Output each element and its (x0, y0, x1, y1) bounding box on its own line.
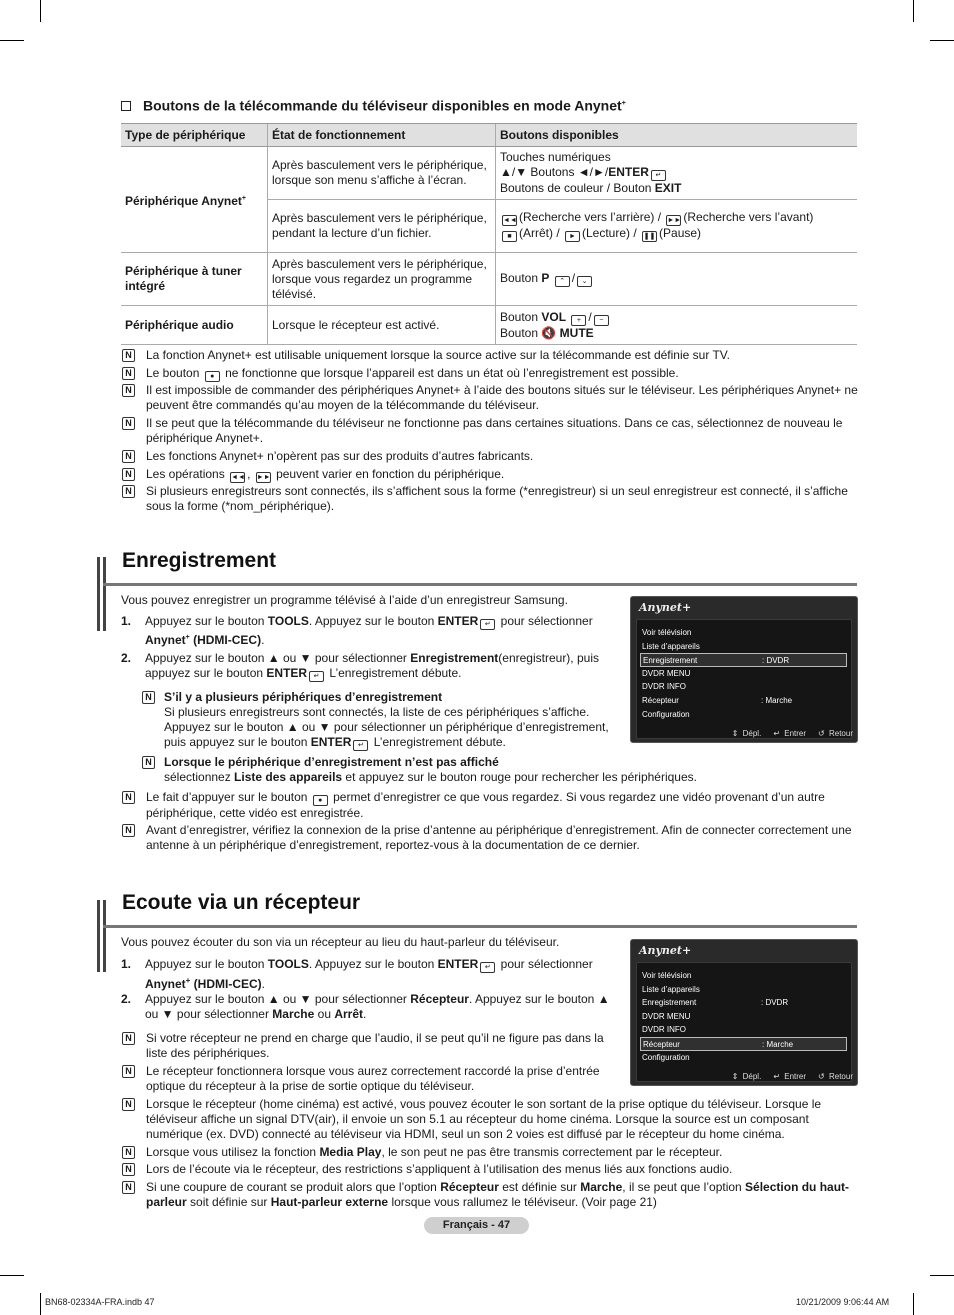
crop-mark (930, 1275, 954, 1276)
step-text-part: Arrêt (334, 1007, 364, 1021)
sub-note-title: Lorsque le périphérique d’enregistrement n’est pas affiché (164, 755, 499, 769)
section-title-text: Boutons de la télécommande du téléviseur disponibles en mode Anynet (143, 97, 622, 114)
cell-text: Bouton (500, 271, 542, 285)
step-number: 1. (121, 614, 132, 628)
note-icon: N (122, 485, 135, 498)
menu-item-label: Configuration (642, 1053, 690, 1062)
enter-icon: ↵ (773, 1072, 781, 1081)
note-text (146, 1180, 858, 1210)
menu-footer-label: Retour (828, 1072, 853, 1081)
note-text-part: est définie sur (498, 1180, 581, 1194)
note (122, 467, 858, 483)
note-text-part: permet d’enregistrer ce que vous regardez. Si vous regardez une vidéo provenant d’un autre périphérique, cette vidéo est enregistrée. (146, 790, 825, 820)
menu-item-label: DVDR MENU (642, 669, 691, 678)
step-text-part: Anynet (145, 977, 186, 991)
sub-note-part: Si plusieurs enregistreurs sont connectés, la liste de ces périphériques s’affiche. Appuyez sur le bouton ▲ ou ▼ pour sélectionner un périphérique d’enregistrement, puis appuyez sur le bouton (164, 705, 609, 749)
note-icon: N (122, 791, 135, 804)
note (122, 484, 858, 514)
table-header: Boutons disponibles (496, 124, 858, 147)
note-icon: N (122, 450, 135, 463)
menu-item-label: Voir télévision (642, 971, 692, 980)
menu-item-label: Récepteur (642, 696, 679, 705)
file-name: BN68-02334A-FRA.indb 47 (45, 1297, 155, 1307)
anynet-menu-screenshot (630, 939, 858, 1086)
table-header-row (121, 124, 857, 147)
superscript: + (621, 100, 626, 107)
checkbox-square-icon (121, 101, 131, 111)
menu-item (640, 969, 847, 981)
step-text-part: Appuyez sur le bouton (145, 957, 268, 971)
cell-text: (Arrêt) / (519, 226, 563, 240)
enter-icon: ↵ (651, 170, 666, 181)
buttons-table (121, 123, 857, 345)
enter-icon: ↵ (480, 962, 495, 973)
step-text-part: ENTER (437, 957, 479, 971)
table-cell: Périphérique à tuner intégré (121, 253, 268, 306)
sub-note (142, 690, 622, 751)
note (122, 1031, 612, 1061)
note (122, 1145, 858, 1160)
note (122, 1064, 612, 1094)
note-text: Le récepteur fonctionnera lorsque vous aurez correctement raccordé la prise d’entrée optique du récepteur à la prise de sortie optique du téléviseur. (146, 1064, 600, 1093)
section-bar (97, 557, 100, 631)
step-text-part: (enregistreur), puis appuyez sur le bouton (145, 651, 599, 680)
step-text-part: (HDMI-CEC) (189, 633, 262, 647)
step-text-part: L’enregistrement débute. (326, 666, 462, 680)
crop-mark (0, 1275, 24, 1276)
sub-note-text (164, 755, 857, 785)
sub-note-part: sélectionnez (164, 770, 235, 784)
note-text-part: lorsque vous rallumez le téléviseur. (Voir page 21) (388, 1195, 657, 1209)
cell-line (500, 226, 853, 242)
menu-panel (636, 619, 852, 739)
menu-item-label: Liste d’appareils (642, 985, 700, 994)
note-icon: N (122, 417, 135, 430)
menu-footer (720, 1070, 853, 1083)
cell-text: Périphérique Anynet (125, 193, 242, 208)
menu-footer-label: Retour (828, 729, 853, 738)
step-text-part: pour sélectionner (497, 957, 593, 971)
menu-footer-label: Dépl. (742, 1072, 762, 1081)
note-text: La fonction Anynet+ est utilisable uniquement lorsque la source active sur la télécommande est définie sur TV. (146, 348, 731, 362)
step (121, 651, 611, 682)
superscript: + (241, 194, 247, 202)
crop-mark (913, 0, 914, 22)
step-text: Appuyez sur le bouton ▲ ou ▼ pour sélectionner Récepteur. Appuyez sur le bouton ▲ ou ▼ pour sélectionner Marche ou Arrêt. (145, 992, 610, 1021)
cell-text: (Recherche vers l’avant) (683, 210, 814, 224)
note-text: Les opérations ◄◄ , ►► peuvent varier en fonction du périphérique. (146, 467, 505, 481)
menu-item (640, 708, 847, 720)
note-text: Il est impossible de commander des périphériques Anynet+ à l’aide des boutons situés sur le téléviseur. Les périphériques Anynet+ ne peuvent être commandés qu’au moyen de la télécommande du téléviseur. (146, 383, 858, 412)
note-text: Lorsque le récepteur (home cinéma) est activé, vous pouvez écouter le son sortant de la prise optique du téléviseur. Lorsque le téléviseur affiche un signal DTV(air), il envoie un son 5.1 au récepteur du home cinéma. Lorsque la source est un composant numérique (ex. DVD) connecté au téléviseur via HDMI, seul un son 2 voies est diffusé par le récepteur du home cinéma. (146, 1097, 822, 1141)
note-icon: N (142, 756, 155, 769)
step-text-part: ENTER (266, 666, 308, 680)
step-text (145, 651, 611, 682)
menu-item (640, 626, 847, 638)
step-text: Appuyez sur le bouton TOOLS. Appuyez sur le bouton ENTER ↵ pour sélectionner Anynet+ (HDMI-CEC). (145, 614, 593, 647)
note (122, 416, 858, 446)
menu-item-selected (640, 653, 847, 667)
note-icon: N (122, 367, 135, 380)
menu-item-label: Enregistrement (643, 656, 698, 665)
crop-mark (930, 40, 954, 41)
table-row (121, 253, 857, 306)
note-icon: N (122, 349, 135, 362)
cell-text: MUTE (559, 325, 594, 340)
crop-mark (40, 0, 41, 22)
note-icon: N (122, 1181, 135, 1194)
section-bar (103, 900, 106, 972)
note-text-part: Le fait d’appuyer sur le bouton (146, 790, 311, 804)
section-heading: Enregistrement (122, 549, 277, 572)
step-text-part: (HDMI-CEC) (190, 977, 262, 991)
note (122, 383, 858, 413)
move-icon: ⇕ (731, 729, 739, 738)
cell-line (500, 326, 853, 341)
cell-text: ENTER (608, 165, 649, 179)
note-text: Les fonctions Anynet+ n’opèrent pas sur des produits d’autres fabricants. (146, 449, 534, 463)
enter-icon: ↵ (480, 619, 495, 630)
note-text: Lors de l’écoute via le récepteur, des restrictions s’appliquent à l’utilisation des menus liés aux fonctions audio. (146, 1162, 733, 1176)
step-text-part: Récepteur (410, 992, 469, 1006)
cell-text: Boutons de couleur / Bouton (500, 181, 655, 195)
menu-item-value: : Marche (761, 696, 793, 705)
sub-note-part: et appuyez sur le bouton rouge pour rechercher les périphériques. (342, 770, 697, 784)
note-text-part: Les opérations (146, 467, 229, 481)
note-text-part: Récepteur (440, 1180, 499, 1194)
note-icon: N (122, 1098, 135, 1111)
anynet-menu-screenshot (630, 596, 858, 743)
note-text-part: Lorsque vous utilisez la fonction (146, 1145, 320, 1159)
note-text (146, 790, 858, 821)
menu-item-value: : Marche (762, 1040, 794, 1049)
section-title (121, 96, 626, 114)
note-icon: N (122, 1163, 135, 1176)
table-cell: Lorsque le récepteur est activé. (268, 306, 496, 345)
menu-footer-label: Entrer (784, 1072, 807, 1081)
intro-text: Vous pouvez enregistrer un programme télévisé à l’aide d’un enregistreur Samsung. (121, 593, 568, 607)
enter-icon: ↵ (773, 729, 781, 738)
sub-note-part: L’enregistrement débute. (370, 735, 506, 749)
step-text-part: TOOLS (267, 614, 309, 628)
cell-text: P (541, 271, 550, 285)
sub-note-part: Liste des appareils (234, 770, 343, 784)
menu-item (640, 694, 847, 706)
volume-down-icon: − (594, 315, 609, 326)
note-text (146, 366, 858, 382)
anynet-logo: Anynet+ (639, 601, 692, 614)
cell-line (500, 181, 853, 196)
sub-note-text (164, 690, 622, 751)
note-text: Si votre récepteur ne prend en charge que l’audio, il se peut qu’il ne figure pas dans la liste des périphériques. (146, 1031, 604, 1060)
note-text-part: , le son peut ne pas être transmis correctement par le récepteur. (381, 1145, 723, 1159)
cell-text: (Pause) (659, 226, 702, 240)
step-number: 2. (121, 651, 132, 665)
menu-item-label: DVDR INFO (642, 682, 686, 691)
menu-item-label: Récepteur (643, 1040, 680, 1049)
menu-panel (636, 962, 852, 1082)
note-text-part: Si une coupure de courant se produit alors que l’option (146, 1180, 441, 1194)
sub-note-part: ENTER (310, 735, 352, 749)
note-icon: N (122, 384, 135, 397)
menu-item (640, 640, 847, 652)
step-text-part: TOOLS (267, 957, 309, 971)
fast-forward-icon: ►► (667, 217, 682, 224)
note (122, 366, 858, 382)
note (122, 1162, 858, 1177)
mute-icon: 🔇 (541, 325, 557, 340)
note-text-part: Media Play (319, 1145, 382, 1159)
return-icon: ↺ (818, 729, 825, 738)
step (121, 992, 611, 1022)
menu-item (640, 983, 847, 995)
menu-item-label: Configuration (642, 710, 690, 719)
sub-note (142, 755, 857, 785)
note-text-part: Marche (580, 1180, 623, 1194)
note (122, 823, 858, 853)
cell-line: Bouton VOL + / − (500, 310, 853, 326)
step-text-part: . Appuyez sur le bouton (308, 614, 438, 628)
menu-item (640, 680, 847, 692)
channel-down-icon: ⌄ (577, 276, 592, 287)
note-icon: N (122, 1032, 135, 1045)
menu-item (640, 1023, 847, 1035)
step-text-part: . Appuyez sur le bouton ▲ ou ▼ pour sélectionner (145, 992, 610, 1021)
note-icon: N (122, 824, 135, 837)
note-text-part: Le bouton (146, 366, 203, 380)
note-text-part: , il se peut que l’option (622, 1180, 746, 1194)
table-cell (496, 200, 858, 253)
menu-item-label: Voir télévision (642, 628, 692, 637)
note-text: Il se peut que la télécommande du téléviseur ne fonctionne pas dans certaines situations. Dans ce cas, sélectionnez de nouveau le périphérique Anynet+. (146, 416, 843, 445)
table-row (121, 147, 857, 200)
intro-text: Vous pouvez écouter du son via un récepteur au lieu du haut-parleur du téléviseur. (121, 935, 560, 949)
table-cell: Après basculement vers le périphérique, lorsque son menu s’affiche à l’écran. (268, 147, 496, 200)
rewind-icon: ◄◄ (503, 217, 517, 224)
note-text (146, 1145, 858, 1160)
menu-footer-label: Dépl. (742, 729, 762, 738)
section-bar (103, 557, 106, 631)
note-icon: N (122, 468, 135, 481)
superscript: + (185, 976, 191, 985)
enter-icon: ↵ (353, 740, 368, 751)
table-cell: Après basculement vers le périphérique, pendant la lecture d’un fichier. (268, 200, 496, 253)
crop-mark (0, 40, 24, 41)
step-text-part: Marche (272, 1007, 315, 1021)
step-text-part: ENTER (437, 614, 479, 628)
step-text-part: pour sélectionner (497, 614, 593, 628)
menu-item (640, 1010, 847, 1022)
page-number: Français - 47 (424, 1217, 529, 1234)
cell-text: Bouton (500, 325, 542, 340)
section-divider (103, 925, 857, 928)
note (122, 348, 858, 363)
note-text-part: peuvent varier en fonction du périphérique. (276, 467, 505, 481)
note-text: Si plusieurs enregistreurs sont connectés, ils s’affichent sous la forme (*enregistreur) si un seul enregistreur est connecté, il s’affiche sous la forme (*nom_périphérique). (146, 484, 848, 513)
step-text-part: Appuyez sur le bouton (145, 614, 268, 628)
cell-text: (Lecture) / (582, 226, 641, 240)
crop-mark (40, 1293, 41, 1315)
step-text-part: Enregistrement (410, 651, 499, 665)
table-header: État de fonctionnement (268, 124, 496, 147)
section-bar (97, 900, 100, 972)
pause-icon: ❚❚ (643, 233, 656, 240)
crop-mark (913, 1293, 914, 1315)
menu-item (640, 996, 847, 1008)
step (121, 614, 611, 648)
note-icon: N (142, 691, 155, 704)
menu-item (640, 1051, 847, 1063)
step (121, 957, 611, 992)
menu-item-label: DVDR INFO (642, 1025, 686, 1034)
menu-item-selected (640, 1037, 847, 1051)
menu-item-label: Liste d’appareils (642, 642, 700, 651)
note (122, 790, 858, 821)
table-cell: Après basculement vers le périphérique, lorsque vous regardez un programme télévisé. (268, 253, 496, 306)
menu-item-value: : DVDR (762, 656, 790, 665)
step-number: 1. (121, 957, 132, 971)
table-cell (496, 306, 858, 345)
print-date: 10/21/2009 9:06:44 AM (796, 1297, 890, 1307)
menu-footer-label: Entrer (784, 729, 807, 738)
note (122, 449, 858, 464)
step-text: Appuyez sur le bouton TOOLS. Appuyez sur le bouton ENTER ↵ pour sélectionner Anynet+ (HDMI-CEC). (145, 957, 593, 991)
note-text-part: Haut-parleur externe (270, 1195, 389, 1209)
step-text-part: Anynet (145, 633, 186, 647)
menu-item-label: Enregistrement (642, 998, 697, 1007)
superscript: + (185, 634, 190, 641)
menu-footer (720, 727, 853, 740)
table-cell: Bouton P ⌃ / ⌄ (496, 253, 858, 306)
table-header: Type de périphérique (121, 124, 268, 147)
note (122, 1097, 858, 1142)
note-text-part: soit définie sur (186, 1195, 271, 1209)
cell-text: (Recherche vers l’arrière) / (519, 210, 665, 224)
volume-up-icon: + (571, 315, 586, 326)
cell-text: VOL (541, 309, 567, 324)
note-text-part: Sélection du haut-parleur (146, 1180, 850, 1209)
step-number: 2. (121, 992, 132, 1006)
note-icon: N (122, 1146, 135, 1159)
table-row (121, 306, 857, 345)
step-text-part: Appuyez sur le bouton ▲ ou ▼ pour sélectionner (145, 992, 411, 1006)
stop-icon: ■ (502, 231, 517, 242)
enter-icon: ↵ (309, 671, 324, 682)
step-text-part: . Appuyez sur le bouton (308, 957, 438, 971)
section-divider (103, 583, 857, 586)
move-icon: ⇕ (731, 1072, 739, 1081)
step-text-part: ou (314, 1007, 335, 1021)
sub-note-title: S’il y a plusieurs périphériques d’enregistrement (164, 690, 443, 704)
menu-item-label: DVDR MENU (642, 1012, 691, 1021)
cell-line: Touches numériques (500, 150, 611, 164)
note-text: Avant d’enregistrer, vérifiez la connexion de la prise d’antenne au périphérique d’enregistrement. Afin de connecter correctement une antenne à un périphérique d’enregistrement, reportez-vous à la documentation de ce dernier. (146, 823, 852, 852)
return-icon: ↺ (818, 1072, 825, 1081)
channel-up-icon: ⌃ (555, 276, 570, 287)
section-heading: Ecoute via un récepteur (122, 891, 361, 914)
rewind-icon: ◄◄ (231, 474, 245, 481)
anynet-logo: Anynet+ (639, 944, 692, 957)
play-icon: ► (565, 231, 580, 242)
table-cell (496, 147, 858, 200)
cell-line (500, 210, 853, 226)
table-cell: Périphérique audio (121, 306, 268, 345)
note (122, 1180, 858, 1210)
cell-line (500, 165, 853, 181)
note-text-part: ne fonctionne que lorsque l’appareil est dans un état où l’enregistrement est possible. (225, 366, 679, 380)
cell-text: ▲/▼ Boutons ◄/►/ (500, 165, 609, 179)
record-icon: ● (205, 371, 220, 382)
cell-text: EXIT (654, 181, 682, 195)
fast-forward-icon: ►► (256, 474, 271, 481)
cell-text: Bouton (500, 309, 542, 324)
record-icon: ● (313, 795, 328, 806)
menu-item-value: : DVDR (761, 998, 789, 1007)
step-text-part: Appuyez sur le bouton ▲ ou ▼ pour sélectionner (145, 651, 411, 665)
menu-item (640, 667, 847, 679)
table-cell (121, 147, 268, 253)
note-icon: N (122, 1065, 135, 1078)
